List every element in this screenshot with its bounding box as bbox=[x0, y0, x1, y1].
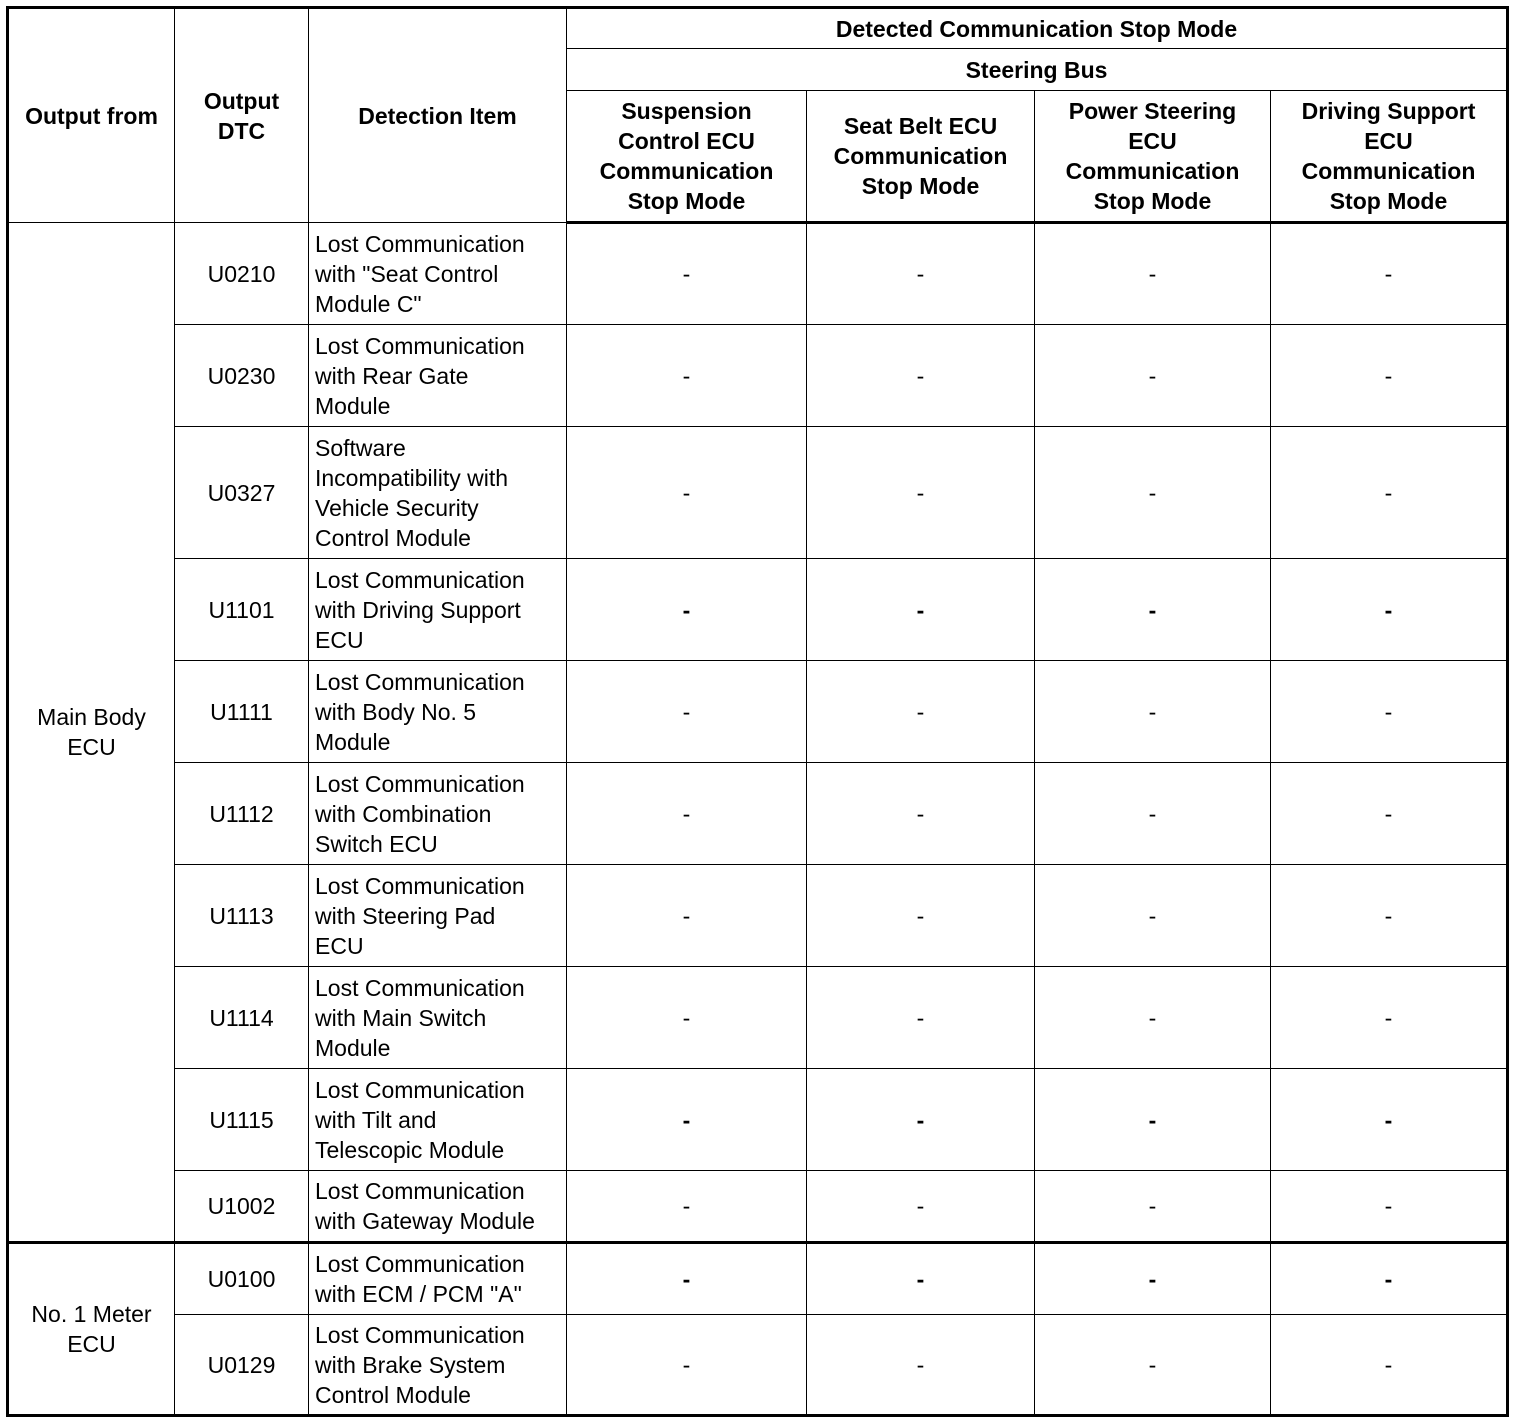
value-cell: - bbox=[807, 1243, 1035, 1315]
value-cell: - bbox=[1035, 661, 1271, 763]
table-row bbox=[8, 661, 1508, 763]
value-cell: - bbox=[567, 223, 807, 325]
dtc-code: U1112 bbox=[175, 763, 309, 865]
value-cell: - bbox=[1035, 1069, 1271, 1171]
value-cell: - bbox=[1035, 967, 1271, 1069]
value-cell: - bbox=[1271, 1315, 1508, 1416]
value-cell: - bbox=[1271, 1243, 1508, 1315]
value-cell: - bbox=[1271, 1171, 1508, 1243]
header-power-steering-ecu: Power Steering ECU Communication Stop Mode bbox=[1035, 91, 1271, 223]
header-detected-communication-stop-mode: Detected Communication Stop Mode bbox=[567, 8, 1508, 49]
value-cell: - bbox=[567, 763, 807, 865]
value-cell: - bbox=[567, 1069, 807, 1171]
value-cell: - bbox=[1035, 559, 1271, 661]
value-cell: - bbox=[1035, 763, 1271, 865]
dtc-code: U1114 bbox=[175, 967, 309, 1069]
value-cell: - bbox=[1271, 1069, 1508, 1171]
value-cell: - bbox=[567, 427, 807, 559]
dtc-code: U1111 bbox=[175, 661, 309, 763]
value-cell: - bbox=[1035, 865, 1271, 967]
value-cell: - bbox=[1035, 1171, 1271, 1243]
table-row bbox=[8, 1243, 1508, 1315]
dtc-code: U0230 bbox=[175, 325, 309, 427]
dtc-communication-table bbox=[6, 6, 1509, 1417]
table-row bbox=[8, 223, 1508, 325]
detection-item: Software Incompatibility with Vehicle Security Control Module bbox=[309, 427, 567, 559]
detection-item: Lost Communication with Gateway Module bbox=[309, 1171, 567, 1243]
table-row bbox=[8, 1069, 1508, 1171]
value-cell: - bbox=[807, 865, 1035, 967]
owner-cell: No. 1 Meter ECU bbox=[8, 1243, 175, 1416]
dtc-code: U0129 bbox=[175, 1315, 309, 1416]
value-cell: - bbox=[807, 1069, 1035, 1171]
table-row bbox=[8, 865, 1508, 967]
dtc-code: U1115 bbox=[175, 1069, 309, 1171]
value-cell: - bbox=[1271, 763, 1508, 865]
header-output-dtc: Output DTC bbox=[175, 8, 309, 223]
value-cell: - bbox=[807, 223, 1035, 325]
header-driving-support-ecu: Driving Support ECU Communication Stop Mode bbox=[1271, 91, 1508, 223]
value-cell: - bbox=[807, 967, 1035, 1069]
value-cell: - bbox=[1271, 325, 1508, 427]
header-detection-item: Detection Item bbox=[309, 8, 567, 223]
dtc-code: U1002 bbox=[175, 1171, 309, 1243]
detection-item: Lost Communication with Tilt and Telescopic Module bbox=[309, 1069, 567, 1171]
value-cell: - bbox=[1035, 1315, 1271, 1416]
table-row bbox=[8, 325, 1508, 427]
value-cell: - bbox=[807, 763, 1035, 865]
detection-item: Lost Communication with Main Switch Module bbox=[309, 967, 567, 1069]
value-cell: - bbox=[1271, 967, 1508, 1069]
value-cell: - bbox=[807, 1315, 1035, 1416]
value-cell: - bbox=[1271, 223, 1508, 325]
dtc-code: U1113 bbox=[175, 865, 309, 967]
dtc-code: U0327 bbox=[175, 427, 309, 559]
value-cell: - bbox=[807, 559, 1035, 661]
header-suspension-control-ecu: Suspension Control ECU Communication Stop Mode bbox=[567, 91, 807, 223]
value-cell: - bbox=[567, 559, 807, 661]
detection-item: Lost Communication with Driving Support ECU bbox=[309, 559, 567, 661]
table-row bbox=[8, 559, 1508, 661]
value-cell: - bbox=[567, 1171, 807, 1243]
value-cell: - bbox=[807, 427, 1035, 559]
table-row bbox=[8, 967, 1508, 1069]
dtc-code: U1101 bbox=[175, 559, 309, 661]
detection-item: Lost Communication with Rear Gate Module bbox=[309, 325, 567, 427]
value-cell: - bbox=[567, 325, 807, 427]
value-cell: - bbox=[567, 661, 807, 763]
value-cell: - bbox=[807, 325, 1035, 427]
table-row bbox=[8, 427, 1508, 559]
header-seat-belt-ecu: Seat Belt ECU Communication Stop Mode bbox=[807, 91, 1035, 223]
value-cell: - bbox=[567, 967, 807, 1069]
value-cell: - bbox=[1271, 427, 1508, 559]
table-row bbox=[8, 763, 1508, 865]
table-row bbox=[8, 1315, 1508, 1416]
value-cell: - bbox=[807, 661, 1035, 763]
header-steering-bus: Steering Bus bbox=[567, 49, 1508, 91]
detection-item: Lost Communication with Body No. 5 Module bbox=[309, 661, 567, 763]
value-cell: - bbox=[1035, 1243, 1271, 1315]
detection-item: Lost Communication with Steering Pad ECU bbox=[309, 865, 567, 967]
value-cell: - bbox=[1271, 559, 1508, 661]
value-cell: - bbox=[1271, 865, 1508, 967]
value-cell: - bbox=[567, 865, 807, 967]
detection-item: Lost Communication with Combination Switch ECU bbox=[309, 763, 567, 865]
value-cell: - bbox=[1271, 661, 1508, 763]
dtc-code: U0210 bbox=[175, 223, 309, 325]
detection-item: Lost Communication with Brake System Control Module bbox=[309, 1315, 567, 1416]
value-cell: - bbox=[1035, 223, 1271, 325]
detection-item: Lost Communication with ECM / PCM "A" bbox=[309, 1243, 567, 1315]
value-cell: - bbox=[1035, 427, 1271, 559]
detection-item: Lost Communication with "Seat Control Module C" bbox=[309, 223, 567, 325]
value-cell: - bbox=[567, 1243, 807, 1315]
value-cell: - bbox=[807, 1171, 1035, 1243]
owner-cell: Main Body ECU bbox=[8, 223, 175, 1243]
value-cell: - bbox=[567, 1315, 807, 1416]
dtc-code: U0100 bbox=[175, 1243, 309, 1315]
value-cell: - bbox=[1035, 325, 1271, 427]
table-row bbox=[8, 1171, 1508, 1243]
header-output-from: Output from bbox=[8, 8, 175, 223]
